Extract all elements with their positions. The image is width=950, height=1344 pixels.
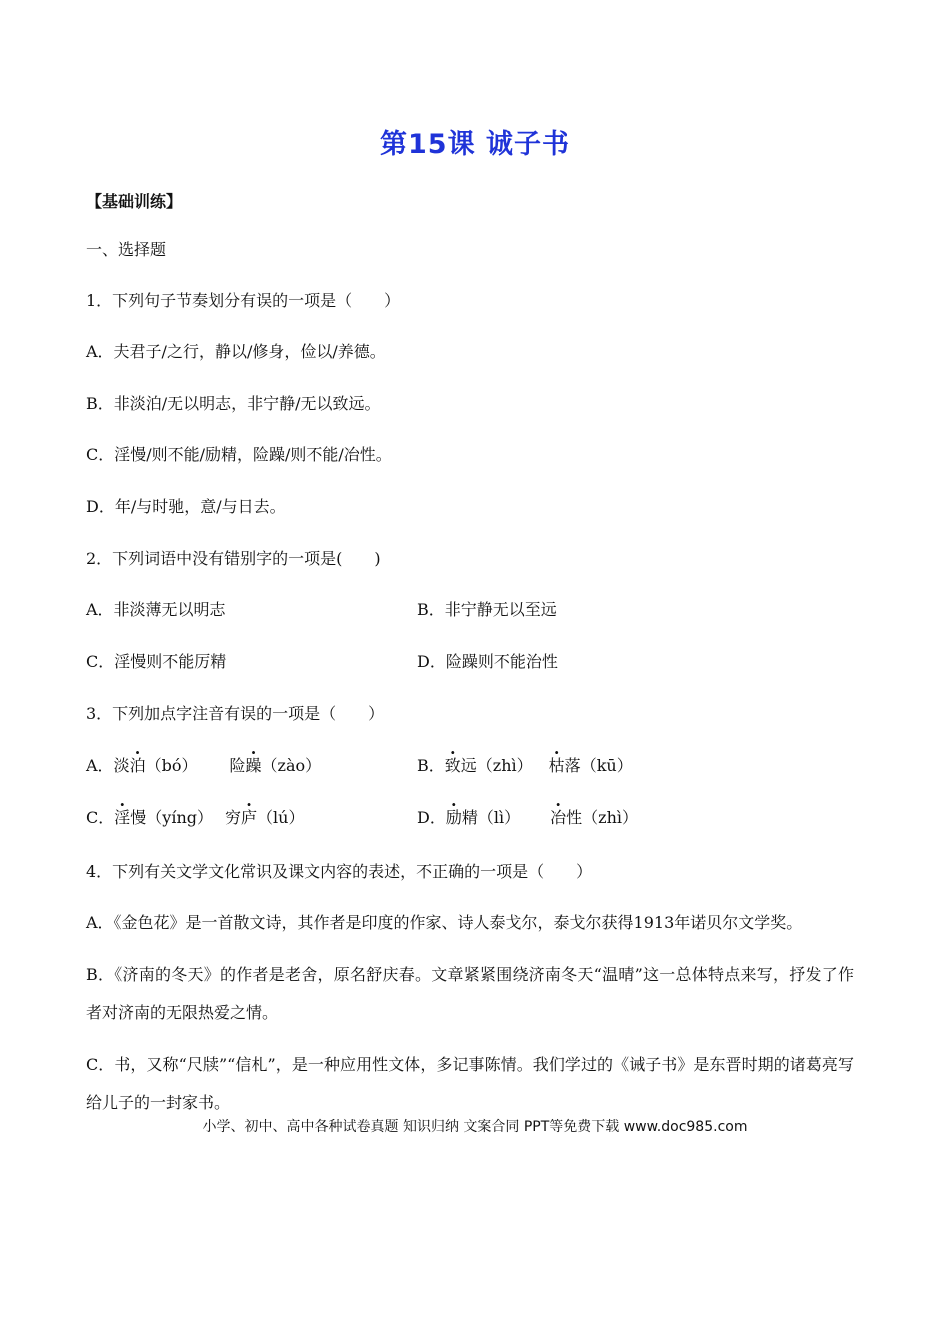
q2-option-a: A．非淡薄无以明志: [86, 600, 226, 619]
emphasis-dot-char: 致: [444, 756, 461, 775]
emphasis-dot-char: 庐: [241, 808, 258, 827]
q4-option-b: B．《济南的冬天》的作者是老舍，原名舒庆春。文章紧紧围绕济南冬天“温晴”这一总体特点来写，抒发了作者对济南的无限热爱之情。: [86, 965, 854, 1022]
q1-option-c: C．淫慢/则不能/励精，险躁/则不能/冶性。: [86, 445, 392, 464]
q3-option-d: D．励精（lì） 冶性（zhì）: [417, 808, 639, 827]
q3-option-c: C．淫慢（yíng） 穷庐（lú）: [86, 808, 305, 827]
page-footer: 小学、初中、高中各种试卷真题 知识归纳 文案合同 PPT等免费下载 www.doc985.com: [202, 1119, 748, 1135]
q4-stem: 4．下列有关文学文化常识及课文内容的表述，不正确的一项是（ ）: [86, 862, 593, 881]
q3-option-b: B．致远（zhì） 枯落（kū）: [417, 756, 633, 775]
q3-stem: 3．下列加点字注音有误的一项是（ ）: [86, 704, 385, 723]
q1-option-a: A．夫君子/之行，静以/修身，俭以/养德。: [86, 342, 386, 361]
q4-option-a: A．《金色花》是一首散文诗，其作者是印度的作家、诗人泰戈尔，泰戈尔获得1913年诺贝尔文学奖。: [86, 913, 803, 932]
q2-option-c: C．淫慢则不能厉精: [86, 652, 227, 671]
emphasis-dot-char: 枯: [548, 756, 565, 775]
part-label: 一、选择题: [86, 240, 167, 259]
emphasis-dot-char: 泊: [129, 756, 146, 775]
q1-option-b: B．非淡泊/无以明志，非宁静/无以致远。: [86, 394, 381, 413]
q2-option-b: B．非宁静无以至远: [417, 600, 557, 619]
emphasis-dot-char: 励: [445, 808, 462, 827]
q1-option-d: D．年/与时驰，意/与日去。: [86, 497, 286, 516]
q4-option-c: C．书，又称“尺牍”“信札”，是一种应用性文体，多记事陈情。我们学过的《诫子书》是东晋时期的诸葛亮写给儿子的一封家书。: [86, 1055, 854, 1112]
q3-option-a: A．淡泊（bó） 险躁（zào）: [86, 756, 322, 775]
emphasis-dot-char: 淫: [114, 808, 131, 827]
emphasis-dot-char: 躁: [245, 756, 262, 775]
emphasis-dot-char: 冶: [550, 808, 567, 827]
q2-stem: 2．下列词语中没有错别字的一项是( ): [86, 549, 381, 568]
page-title: 第15课 诚子书: [380, 129, 570, 160]
q1-stem: 1．下列句子节奏划分有误的一项是（ ）: [86, 291, 401, 310]
section-heading: 【基础训练】: [86, 192, 183, 211]
q2-option-d: D．险躁则不能治性: [417, 652, 558, 671]
